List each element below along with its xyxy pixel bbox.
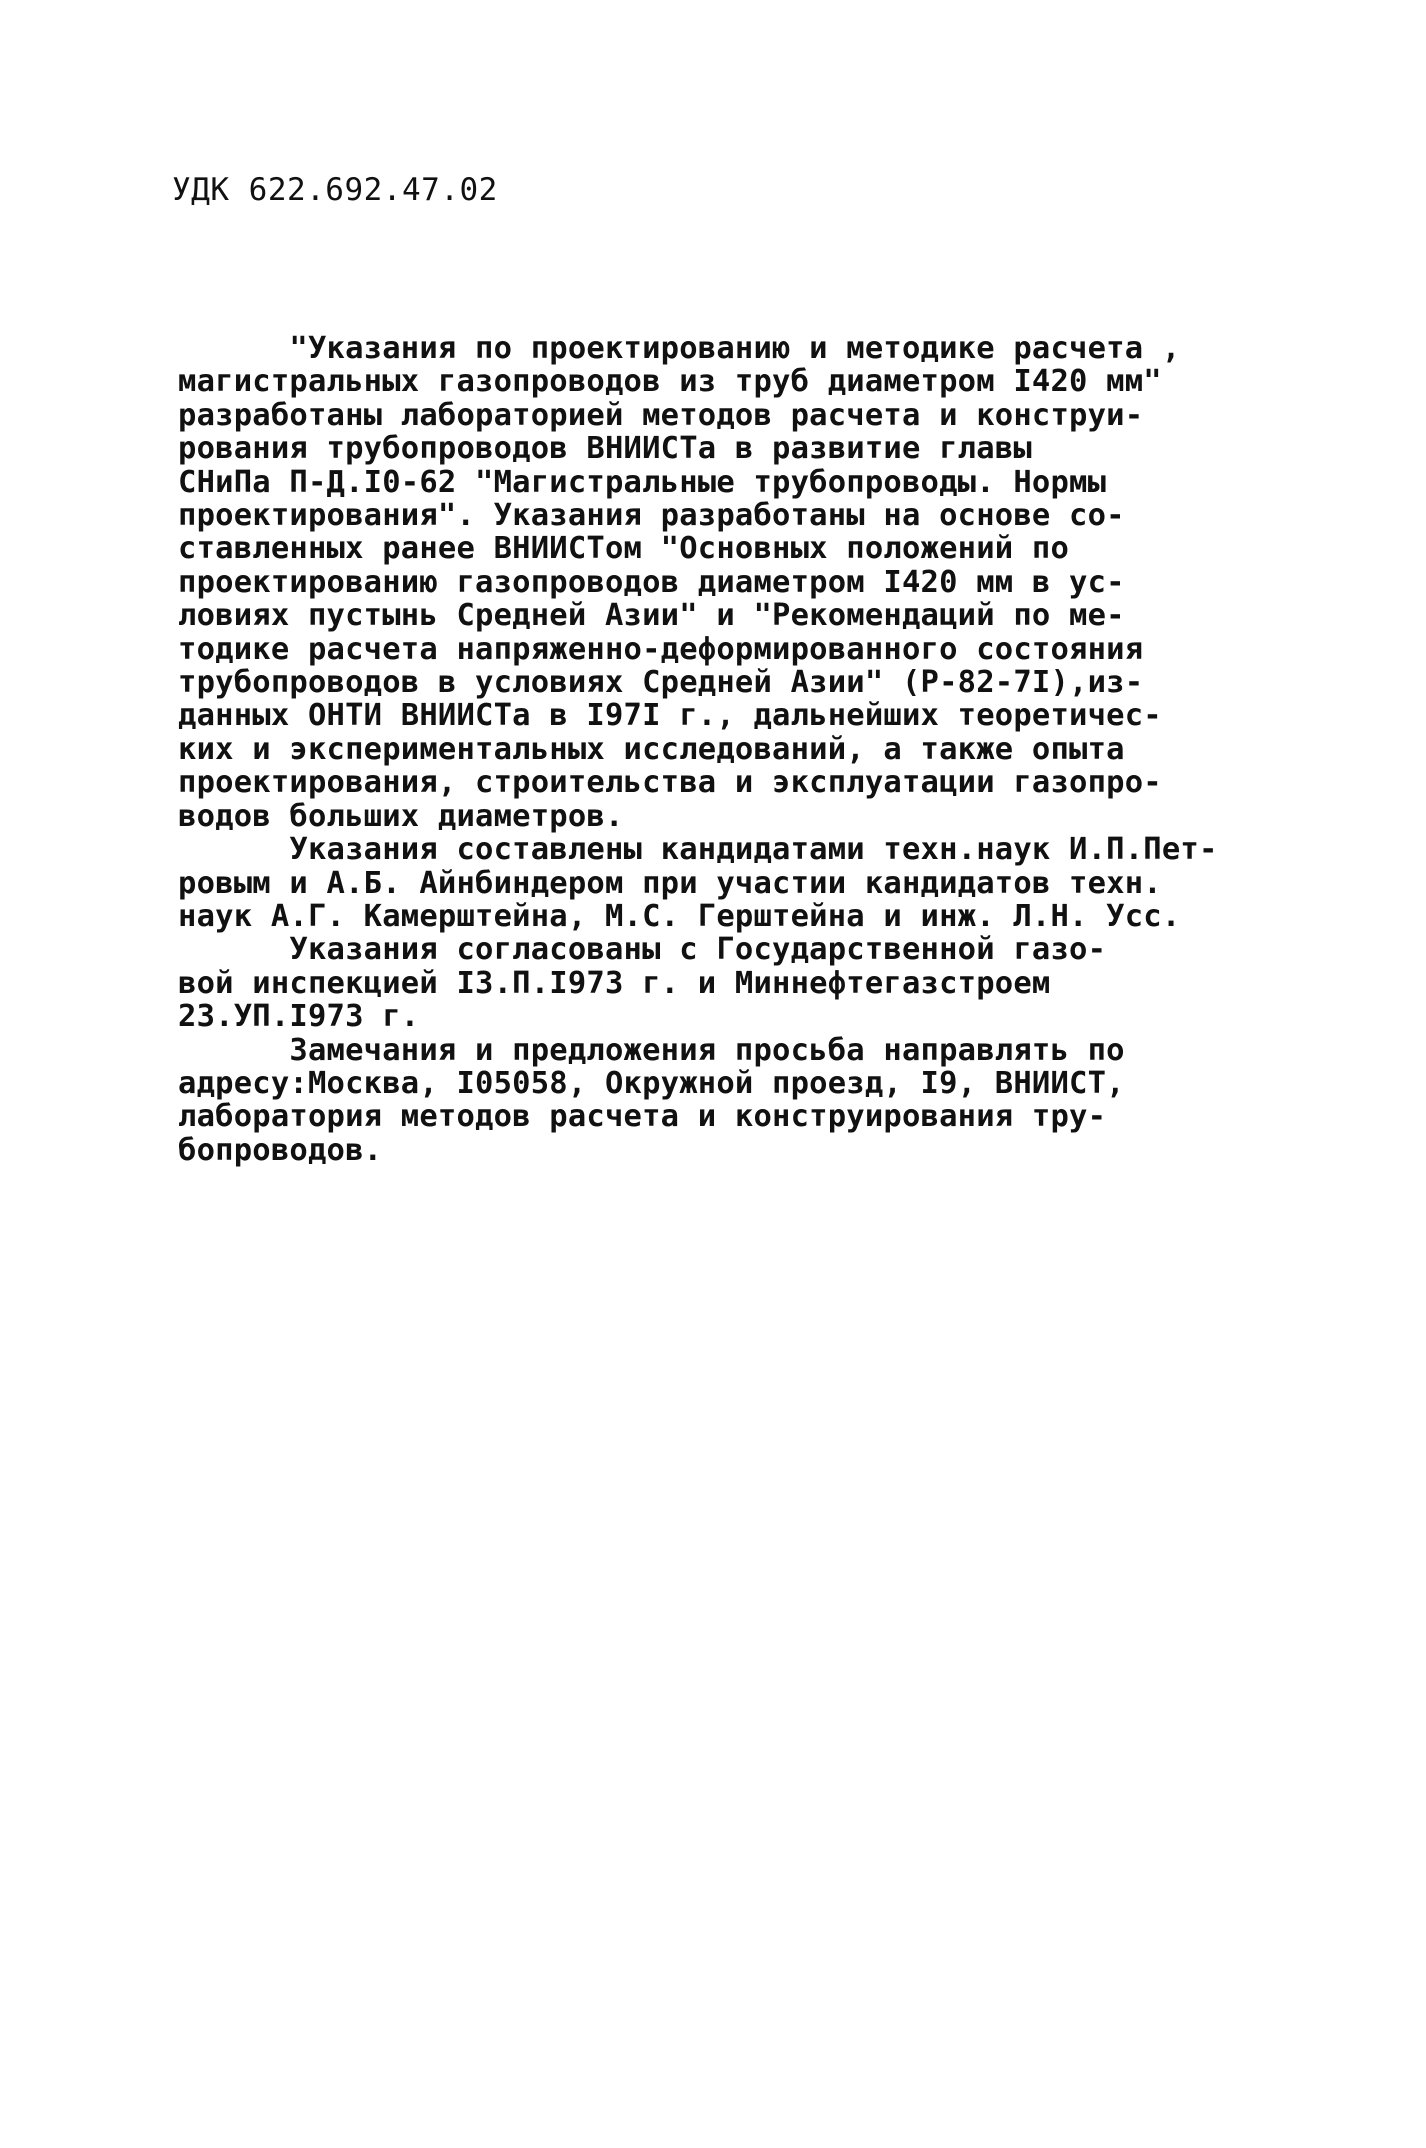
text-line: ловиях пустынь Средней Азии" и "Рекомендаций по ме- — [178, 598, 1125, 634]
text-line: ставленных ранее ВНИИСТом "Основных положений по — [178, 531, 1070, 567]
text-line: "Указания по проектированию и методике расчета , — [178, 331, 1181, 366]
text-line: ких и экспериментальных исследований, а также опыта — [178, 731, 1125, 767]
text-line: проектирования, строительства и эксплуатации газопро- — [178, 765, 1162, 801]
text-line: адресу:Москва, I05058, Окружной проезд, I9, ВНИИСТ, — [178, 1065, 1125, 1101]
text-line: Указания согласованы с Государственной газо- — [178, 932, 1107, 968]
text-line: разработаны лабораторией методов расчета и конструи- — [178, 397, 1144, 433]
text-line: проектирования". Указания разработаны на основе со- — [178, 498, 1125, 534]
text-line: наук А.Г. Камерштейна, М.С. Герштейна и инж. Л.Н. Усс. — [178, 898, 1181, 934]
text-line: магистральных газопроводов из труб диаметром I420 мм" — [178, 364, 1162, 400]
text-line: Замечания и предложения просьба направлять по — [178, 1032, 1125, 1068]
text-line: СНиПа П-Д.I0-62 "Магистральные трубопроводы. Нормы — [178, 464, 1107, 500]
text-line: водов больших диаметров. — [178, 798, 624, 834]
text-line: 23.УП.I973 г. — [178, 999, 420, 1035]
document-body — [178, 332, 1268, 1167]
text-line: данных ОНТИ ВНИИСТа в I97I г., дальнейших теоретичес- — [178, 698, 1162, 734]
text-line: Указания составлены кандидатами техн.наук И.П.Пет- — [178, 832, 1218, 868]
text-line: бопроводов. — [178, 1132, 383, 1168]
udk-code: УДК 622.692.47.02 — [172, 172, 498, 208]
text-line: тодике расчета напряженно-деформированного состояния — [178, 631, 1144, 667]
text-line: проектированию газопроводов диаметром I420 мм в ус- — [178, 564, 1125, 600]
text-line: трубопроводов в условиях Средней Азии" (Р-82-7I),из- — [178, 665, 1144, 701]
text-line: ровым и А.Б. Айнбиндером при участии кандидатов техн. — [178, 865, 1162, 901]
text-line: лаборатория методов расчета и конструирования тру- — [178, 1099, 1107, 1135]
text-line: рования трубопроводов ВНИИСТа в развитие главы — [178, 431, 1032, 467]
text-line: вой инспекцией I3.П.I973 г. и Миннефтегазстроем — [178, 965, 1051, 1001]
